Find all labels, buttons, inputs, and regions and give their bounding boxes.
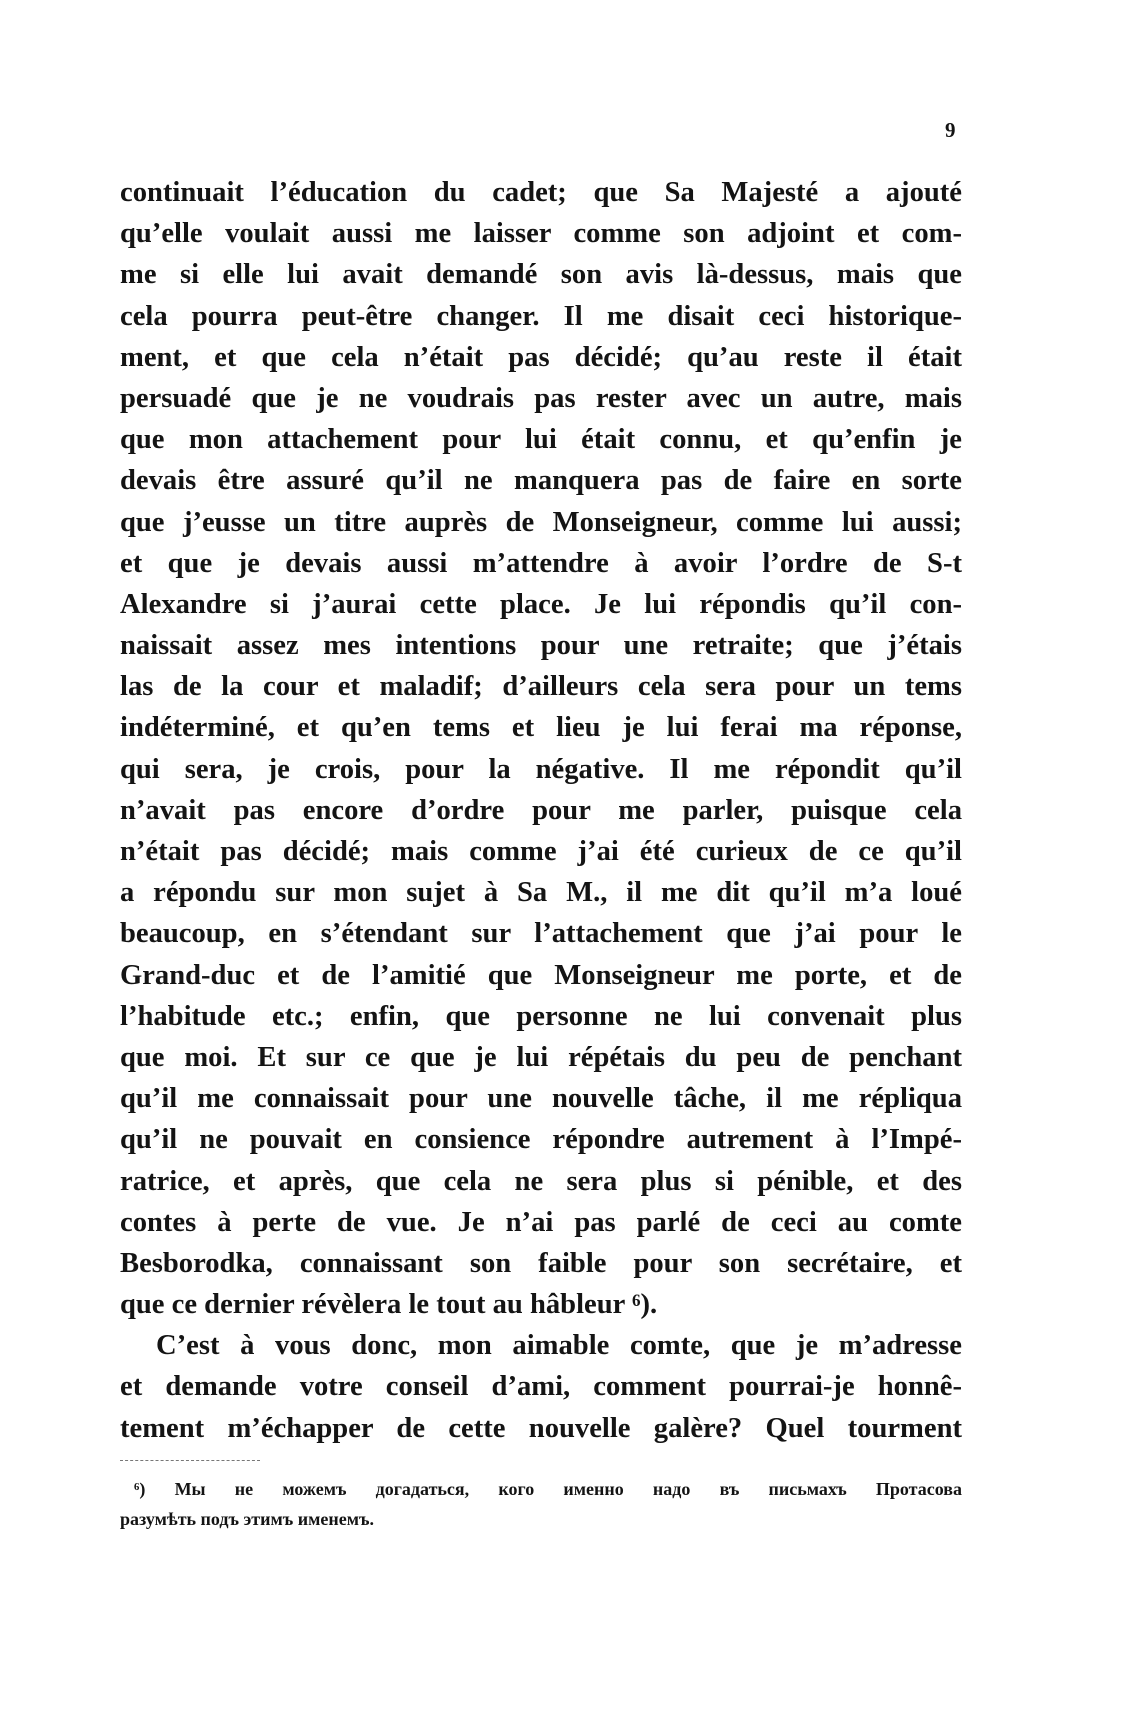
text-line: me si elle lui avait demandé son avis là-dessus, mais que	[120, 259, 962, 291]
text-line: qu’elle voulait aussi me laisser comme son adjoint et com-	[120, 218, 962, 250]
text-line: que moi. Et sur ce que je lui répétais du peu de penchant	[120, 1041, 962, 1073]
text-line: naissait assez mes intentions pour une retraite; que j’étais	[120, 630, 962, 662]
text-line: que mon attachement pour lui était connu, et qu’enfin je	[120, 424, 962, 456]
text-line: cela pourra peut-être changer. Il me disait ceci historique-	[120, 300, 962, 332]
text-line: Besborodka, connaissant son faible pour son secrétaire, et	[120, 1247, 962, 1279]
footnotes	[120, 1474, 962, 1534]
text-line: n’avait pas encore d’ordre pour me parler, puisque cela	[120, 794, 962, 826]
text-line: qui sera, je crois, pour la négative. Il me répondit qu’il	[120, 753, 962, 785]
text-line: a répondu sur mon sujet à Sa M., il me dit qu’il m’a loué	[120, 877, 962, 909]
text-line: contes à perte de vue. Je n’ai pas parlé de ceci au comte	[120, 1206, 962, 1238]
text-line: continuait l’éducation du cadet; que Sa Majesté a ajouté	[120, 177, 962, 208]
text-line: Grand-duc et de l’amitié que Monseigneur me porte, et de	[120, 959, 962, 991]
text-line: las de la cour et maladif; d’ailleurs cela sera pour un tems	[120, 671, 962, 703]
footnote-line: разумѣть подъ этимъ именемъ.	[120, 1509, 374, 1529]
text-line: Alexandre si j’aurai cette place. Je lui répondis qu’il con-	[120, 588, 962, 620]
footnote-separator	[120, 1460, 260, 1461]
text-line: n’était pas décidé; mais comme j’ai été curieux de ce qu’il	[120, 836, 962, 867]
text-line: C’est à vous donc, mon aimable comte, que je m’adresse	[156, 1330, 962, 1362]
text-line: et demande votre conseil d’ami, comment pourrai-je honnê-	[120, 1371, 962, 1403]
text-line: ratrice, et après, que cela ne sera plus si pénible, et des	[120, 1165, 962, 1197]
text-line: que j’eusse un titre auprès de Monseigneur, comme lui aussi;	[120, 506, 962, 538]
text-line: persuadé que je ne voudrais pas rester avec un autre, mais	[120, 382, 962, 414]
text-line: beaucoup, en s’étendant sur l’attachement que j’ai pour le	[120, 918, 962, 950]
text-line: devais être assuré qu’il ne manquera pas de faire en sorte	[120, 465, 962, 497]
main-text	[120, 172, 962, 1449]
text-line: qu’il ne pouvait en consience répondre autrement à l’Impé-	[120, 1124, 962, 1156]
text-line: qu’il me connaissait pour une nouvelle tâche, il me répliqua	[120, 1083, 962, 1115]
text-line: et que je devais aussi m’attendre à avoir l’ordre de S-t	[120, 547, 962, 579]
text-line: tement m’échapper de cette nouvelle galère? Quel tourment	[120, 1412, 962, 1444]
text-line: l’habitude etc.; enfin, que personne ne lui convenait plus	[120, 1000, 962, 1032]
page-number: 9	[945, 118, 956, 142]
text-line: que ce dernier révèlera le tout au hâbleur ⁶).	[120, 1289, 658, 1321]
text-line: ment, et que cela n’était pas décidé; qu’au reste il était	[120, 341, 962, 373]
footnote-line: ⁶) Мы не можемъ догадаться, кого именно надо въ письмахъ Протасова	[134, 1479, 962, 1499]
text-line: indéterminé, et qu’en tems et lieu je lui ferai ma réponse,	[120, 712, 962, 744]
